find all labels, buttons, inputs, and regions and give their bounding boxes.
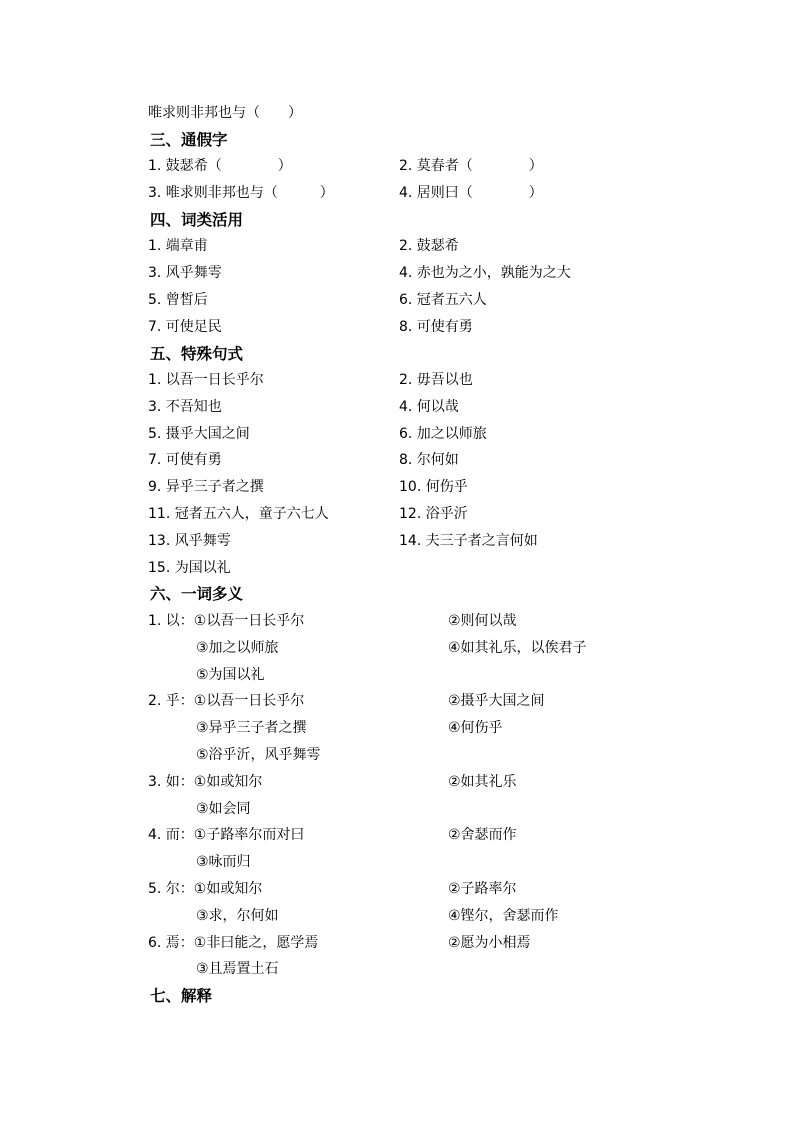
section-title-tongjiazi: 三、通假字 xyxy=(150,130,228,149)
item-text: ②摄乎大国之间 xyxy=(448,693,545,710)
list-item xyxy=(148,849,668,876)
item-text: ②愿为小相焉 xyxy=(448,934,531,951)
item-text: 4. 而：①子路率尔而对曰 xyxy=(148,827,305,844)
item-text: 3. 唯求则非邦也与（ ） xyxy=(148,185,334,202)
item-text: 5. 尔：①如或知尔 xyxy=(148,880,263,897)
intro-line xyxy=(148,100,668,127)
item-text: ⑤浴乎沂，风乎舞雩 xyxy=(196,746,321,763)
item-text: 6. 加之以师旅 xyxy=(399,425,487,442)
list-item xyxy=(148,421,668,448)
item-text: ③求，尔何如 xyxy=(196,907,279,924)
list-item xyxy=(148,903,668,930)
item-text: 14. 夫三子者之言何如 xyxy=(399,532,538,549)
list-item xyxy=(148,474,668,501)
item-text: 11. 冠者五六人，童子六七人 xyxy=(148,506,329,523)
item-text: 9. 异乎三子者之撰 xyxy=(148,479,264,496)
item-text: ⑤为国以礼 xyxy=(196,666,265,683)
item-text: 12. 浴乎沂 xyxy=(399,506,468,523)
list-item xyxy=(148,394,668,421)
item-text: ④何伤乎 xyxy=(448,720,503,737)
list-item xyxy=(148,930,668,957)
item-text: 4. 居则曰（ ） xyxy=(399,185,543,202)
item-text: 2. 乎：①以吾一日长乎尔 xyxy=(148,693,305,710)
worksheet-content xyxy=(148,100,668,1010)
item-text: ④铿尔，舍瑟而作 xyxy=(448,907,559,924)
item-text: 1. 端章甫 xyxy=(148,238,208,255)
list-item xyxy=(148,956,668,983)
item-text: ③咏而归 xyxy=(196,854,251,871)
item-text: 3. 风乎舞雩 xyxy=(148,265,222,282)
item-text: 6. 焉：①非曰能之，愿学焉 xyxy=(148,934,319,951)
list-item xyxy=(148,314,668,341)
item-text: 10. 何伤乎 xyxy=(399,479,468,496)
list-item xyxy=(148,662,668,689)
item-text: ②子路率尔 xyxy=(448,880,517,897)
list-item xyxy=(148,742,668,769)
item-text: 5. 曾皙后 xyxy=(148,291,208,308)
section-title-cileihuoyong: 四、词类活用 xyxy=(150,210,244,229)
list-item xyxy=(148,233,668,260)
list-item xyxy=(148,608,668,635)
item-text: 3. 不吾知也 xyxy=(148,398,222,415)
list-item xyxy=(148,447,668,474)
item-text: 4. 何以哉 xyxy=(399,398,459,415)
item-text: ③且焉置土石 xyxy=(196,961,279,978)
list-item xyxy=(148,528,668,555)
item-text: 1. 以：①以吾一日长乎尔 xyxy=(148,612,305,629)
item-text: 3. 如：①如或知尔 xyxy=(148,773,263,790)
item-text: 1. 以吾一日长乎尔 xyxy=(148,372,264,389)
list-item xyxy=(148,769,668,796)
section-title-yiciduoyi: 六、一词多义 xyxy=(150,585,244,604)
list-item xyxy=(148,153,668,180)
item-text: 4. 赤也为之小，孰能为之大 xyxy=(399,265,571,282)
item-text: ②如其礼乐 xyxy=(448,773,517,790)
item-text: 5. 摄乎大国之间 xyxy=(148,425,250,442)
list-item xyxy=(148,260,668,287)
item-text: 2. 毋吾以也 xyxy=(399,372,473,389)
section-title-teshujushi: 五、特殊句式 xyxy=(150,344,244,363)
item-text: ③异乎三子者之撰 xyxy=(196,720,307,737)
item-text: 7. 可使足民 xyxy=(148,318,222,335)
list-item xyxy=(148,555,668,582)
list-item xyxy=(148,715,668,742)
item-text: 2. 莫春者（ ） xyxy=(399,158,543,175)
list-item xyxy=(148,796,668,823)
item-text: 2. 鼓瑟希 xyxy=(399,238,459,255)
item-text: 7. 可使有勇 xyxy=(148,452,222,469)
item-text: 6. 冠者五六人 xyxy=(399,291,487,308)
list-item xyxy=(148,501,668,528)
list-item xyxy=(148,287,668,314)
list-item xyxy=(148,822,668,849)
list-item xyxy=(148,367,668,394)
item-text: ③加之以师旅 xyxy=(196,639,279,656)
item-text: 8. 可使有勇 xyxy=(399,318,473,335)
section-title-jieshi: 七、解释 xyxy=(150,987,213,1006)
item-text: ③如会同 xyxy=(196,800,251,817)
item-text: 13. 风乎舞雩 xyxy=(148,532,231,549)
item-text: 1. 鼓瑟希（ ） xyxy=(148,158,292,175)
list-item xyxy=(148,635,668,662)
intro-text: 唯求则非邦也与（ ） xyxy=(148,105,302,121)
item-text: ④如其礼乐，以俟君子 xyxy=(448,639,587,656)
item-text: ②则何以哉 xyxy=(448,612,517,629)
list-item xyxy=(148,876,668,903)
list-item xyxy=(148,688,668,715)
item-text: ②舍瑟而作 xyxy=(448,827,517,844)
item-text: 15. 为国以礼 xyxy=(148,559,231,576)
item-text: 8. 尔何如 xyxy=(399,452,459,469)
list-item xyxy=(148,180,668,207)
